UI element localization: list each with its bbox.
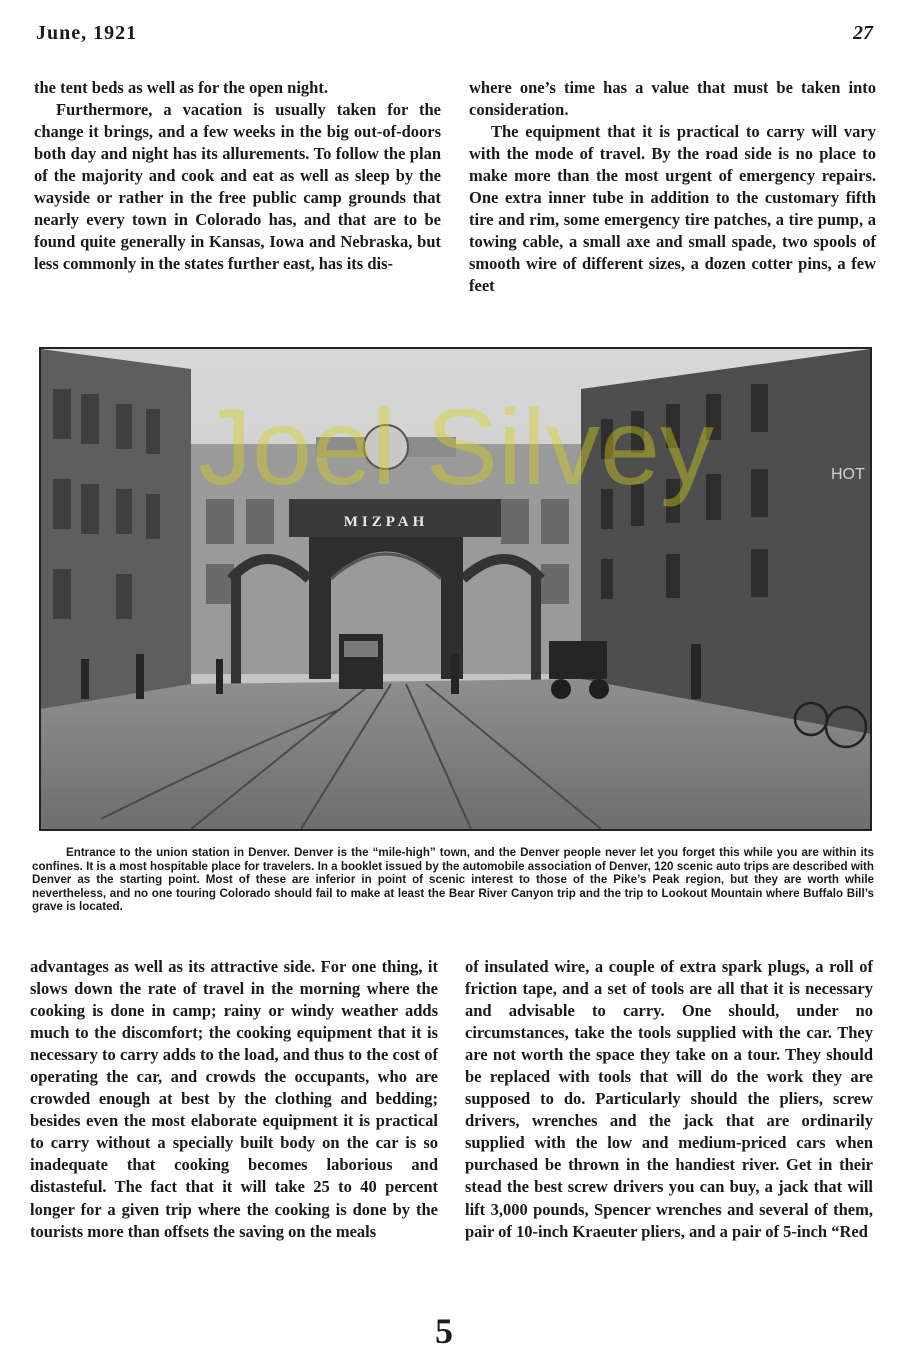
- paragraph: The equipment that it is practical to carry will vary with the mode of travel. By the road side is no place to make more than the most urgent of emergency repairs. One extra inner tube in addition to the customary fifth tire and rim, some emergency tire patches, a tire pump, a towing cable, a small axe and small spade, two spools of smooth wire of different sizes, a dozen cotter pins, a few feet: [469, 122, 876, 296]
- column-top-right: [469, 77, 876, 297]
- arch-sign: MIZPAH: [343, 514, 429, 530]
- streetcar: [339, 634, 383, 689]
- paragraph: the tent beds as well as for the open night.: [34, 78, 328, 97]
- page-number: 27: [853, 22, 873, 44]
- paragraph: of insulated wire, a couple of extra spark plugs, a roll of friction tape, and a set of tools are all that it is necessary and advisable to carry. One should, under no circumstances, take the tools supplied with the car. They are not worth the space they take on a tour. They should be replaced with tools that will do the work they are supposed to do. Particularly should the pliers, screw drivers, wrenches and the jack that are ordinarily supplied with the low and medium-priced cars when purchased be thrown in the handiest river. Get in their stead the best screw drivers you can buy, a jack that will lift 3,000 pounds, Spencer wrenches and several of them, pair of 10-inch Kraeuter pliers, and a pair of 5-inch “Red: [465, 957, 873, 1241]
- photo-illustration: [41, 349, 870, 829]
- paragraph: where one’s time has a value that must be taken into consideration.: [469, 78, 876, 120]
- photo-caption: [32, 846, 874, 914]
- column-bottom-right: [465, 956, 873, 1243]
- running-head: June, 1921: [36, 22, 138, 44]
- paragraph: advantages as well as its attractive side. For one thing, it slows down the rate of travel in the morning where the cooking is done in camp; rainy or windy weather adds much to the discomfort; the cooking equipment that it is necessary to carry adds to the load, and thus to the cost of operating the car, and crowds the occupants, who are crowded enough at best by the clothing and bedding; besides even the most elaborate equipment it is practical to carry without a specially built body on the car is so inadequate that cooking becomes laborious and distasteful. The fact that it will take 25 to 40 percent longer for a given trip where the cooking is done by the tourists more than offsets the saving on the meals: [30, 957, 438, 1241]
- paragraph: Furthermore, a vacation is usually taken for the change it brings, and a few weeks in the big out-of-doors both day and night has its allurements. To follow the plan of the majority and cook and eat as well as sleep by the wayside or rather in the free public camp grounds that nearly every town in Colorado has, and that are to be found quite generally in Kansas, Iowa and Nebraska, but less commonly in the states further east, has its dis-: [34, 100, 441, 274]
- folio: 5: [435, 1311, 453, 1351]
- caption-text: Entrance to the union station in Denver. Denver is the “mile-high” town, and the Denver people never let you forget this while you are within its confines. It is a most hospitable place for travelers. In a booklet issued by the automobile association of Denver, 120 scenic auto trips are described with Denver as the starting point. Most of these are inferior in point of scenic interest to those of the Pike’s Peak region, but they are worth while nevertheless, and no one touring Colorado should fail to make at least the Bear River Canyon trip and the trip to Lookout Mountain where Buffalo Bill’s grave is located.: [32, 846, 874, 914]
- column-bottom-left: [30, 956, 438, 1243]
- union-station-photo: [39, 347, 872, 831]
- watermark: Joel Silvey: [197, 386, 715, 507]
- column-top-left: [34, 77, 441, 275]
- hotel-sign: HOT: [831, 466, 865, 483]
